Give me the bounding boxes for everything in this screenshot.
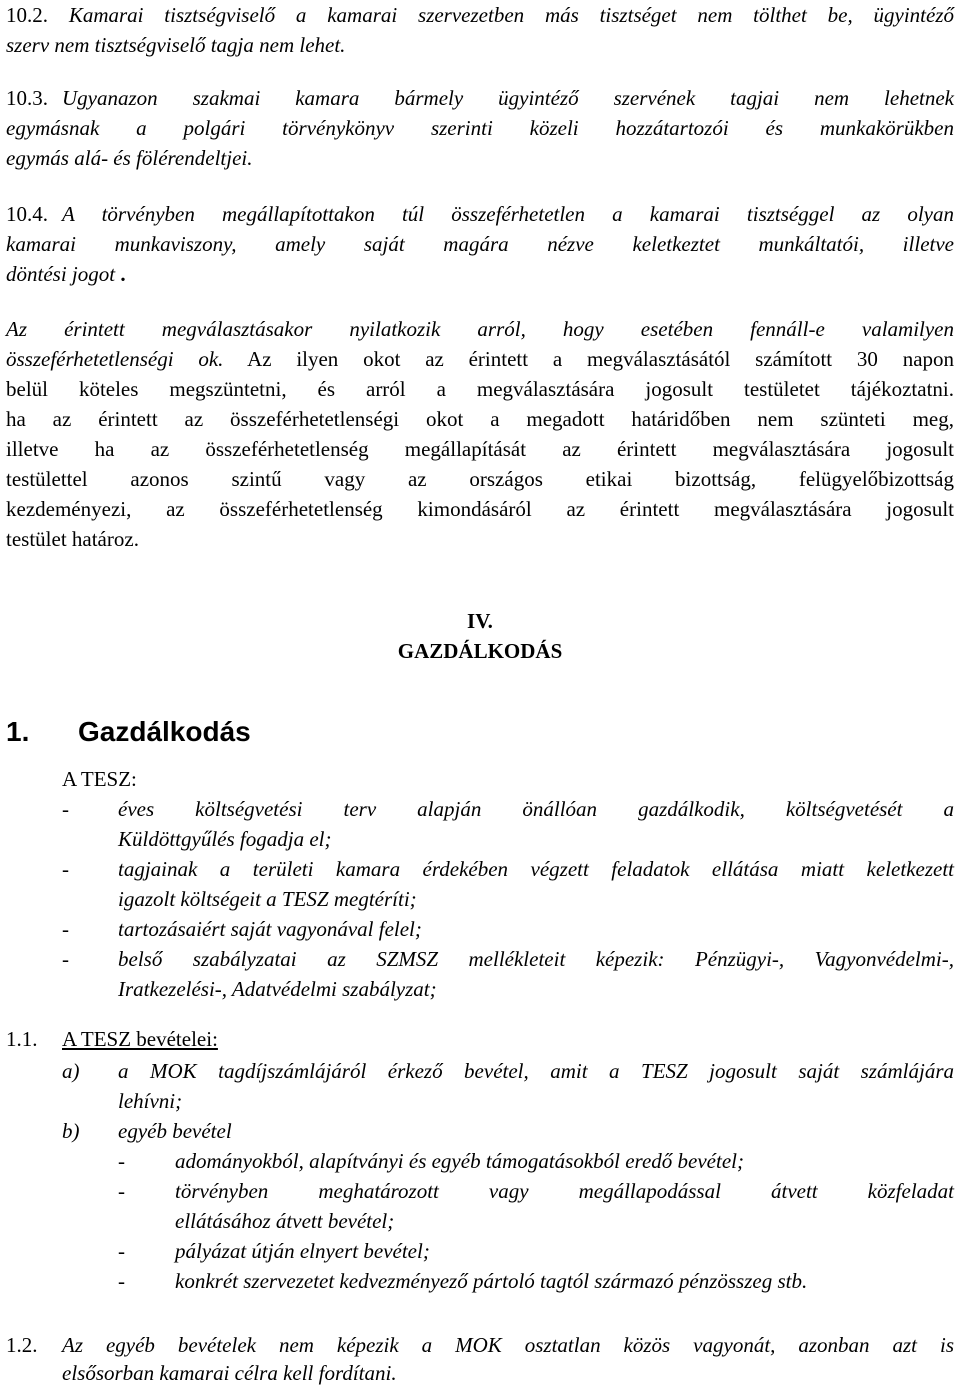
paragraph-number: 10.3.	[6, 86, 48, 110]
paragraph-line: szerv nem tisztségviselő tagja nem lehet.	[6, 33, 346, 57]
paragraph-line: ha az érintett az összeférhetetlenségi okot a megadott határidőben nem szünteti meg,	[6, 407, 954, 431]
list-item-line: éves költségvetési terv alapján önállóan gazdálkodik, költségvetését a	[118, 797, 954, 821]
sub-item-line: törvényben meghatározott vagy megállapodással átvett közfeladat	[175, 1179, 954, 1203]
paragraph-line: Kamarai tisztségviselő a kamarai szervezetben más tisztséget nem tölthet be, ügyintéző	[68, 3, 954, 27]
paragraph-line: Az érintett megválasztásakor nyilatkozik arról, hogy esetében fennáll-e valamilyen	[6, 317, 954, 341]
paragraph-line: egymásnak a polgári törvénykönyv szerinti közeli hozzátartozói és munkakörükben	[6, 116, 954, 140]
paragraph-line: A törvényben megállapítottakon túl összeférhetetlen a kamarai tisztséggel az olyan	[62, 202, 954, 226]
list-bullet: -	[118, 1269, 125, 1293]
list-bullet: -	[118, 1149, 125, 1173]
paragraph-number: 10.2.	[6, 3, 48, 27]
sub-item-line: konkrét szervezetet kedvezményező pártoló tagtól származó pénzösszeg stb.	[175, 1269, 808, 1293]
paragraph-text: .	[120, 262, 126, 286]
list-label: b)	[62, 1119, 80, 1143]
list-bullet: -	[62, 917, 69, 941]
paragraph-line: testület határoz.	[6, 527, 139, 551]
paragraph-line: Az egyéb bevételek nem képezik a MOK osztatlan közös vagyonát, azonban azt is	[62, 1333, 954, 1357]
paragraph-line: kezdeményezi, az összeférhetetlenség kimondásáról az érintett megválasztására jogosult	[6, 497, 954, 521]
paragraph-line: belül köteles megszüntetni, és arról a megválasztására jogosult testületet tájékoztatni.	[6, 377, 954, 401]
list-bullet: -	[118, 1179, 125, 1203]
section-number: 1.	[6, 716, 30, 747]
paragraph-text: Az ilyen okot az érintett a megválasztásától számított 30 napon	[247, 347, 955, 371]
paragraph-line: Ugyanazon szakmai kamara bármely ügyintéző szervének tagjai nem lehetnek	[62, 86, 954, 110]
list-item-line: egyéb bevétel	[118, 1119, 232, 1143]
paragraph-line: testülettel azonos szintű vagy az országos etikai bizottság, felügyelőbizottság	[6, 467, 954, 491]
list-item-line: a MOK tagdíjszámlájáról érkező bevétel, amit a TESZ jogosult saját számlájára	[118, 1059, 954, 1083]
sub-item-line: pályázat útján elnyert bevétel;	[175, 1239, 430, 1263]
paragraph-line: elsősorban kamarai célra kell fordítani.	[62, 1361, 397, 1385]
paragraph-line: egymás alá- és fölérendeltjei.	[6, 146, 253, 170]
paragraph-line-end	[6, 259, 126, 289]
section-title: Gazdálkodás	[78, 716, 251, 747]
paragraph-line: kamarai munkaviszony, amely saját magára nézve keletkeztet munkáltatói, illetve	[6, 232, 954, 256]
chapter-title: GAZDÁLKODÁS	[397, 639, 563, 663]
paragraph-line: illetve ha az összeférhetetlenség megállapítását az érintett megválasztására jogosult	[6, 437, 954, 461]
sub-item-line: ellátásához átvett bevétel;	[175, 1209, 395, 1233]
list-item-line: igazolt költségeit a TESZ megtéríti;	[118, 887, 417, 911]
list-item-line: Iratkezelési-, Adatvédelmi szabályzat;	[118, 977, 437, 1001]
list-bullet: -	[62, 857, 69, 881]
list-item-line: tagjainak a területi kamara érdekében végzett feladatok ellátása miatt keletkezett	[118, 857, 954, 881]
subsection-title: A TESZ bevételei:	[62, 1027, 218, 1051]
paragraph-number: 10.4.	[6, 202, 48, 226]
section-intro: A TESZ:	[62, 767, 137, 791]
paragraph-line	[6, 344, 954, 374]
subsection-number: 1.1.	[6, 1027, 38, 1051]
list-bullet: -	[62, 947, 69, 971]
subsection-number: 1.2.	[6, 1333, 38, 1357]
list-item-line: belső szabályzatai az SZMSZ mellékleteit képezik: Pénzügyi-, Vagyonvédelmi-,	[118, 947, 954, 971]
list-item-line: Küldöttgyűlés fogadja el;	[118, 827, 332, 851]
paragraph-text: döntési jogot	[6, 262, 116, 286]
list-bullet: -	[62, 797, 69, 821]
list-bullet: -	[118, 1239, 125, 1263]
sub-item-line: adományokból, alapítványi és egyéb támogatásokból eredő bevétel;	[175, 1149, 744, 1173]
chapter-number: IV.	[467, 609, 493, 633]
list-label: a)	[62, 1059, 80, 1083]
list-item-line: lehívni;	[118, 1089, 183, 1113]
list-item-line: tartozásaiért saját vagyonával felel;	[118, 917, 422, 941]
paragraph-text: összeférhetetlenségi ok.	[6, 347, 224, 371]
